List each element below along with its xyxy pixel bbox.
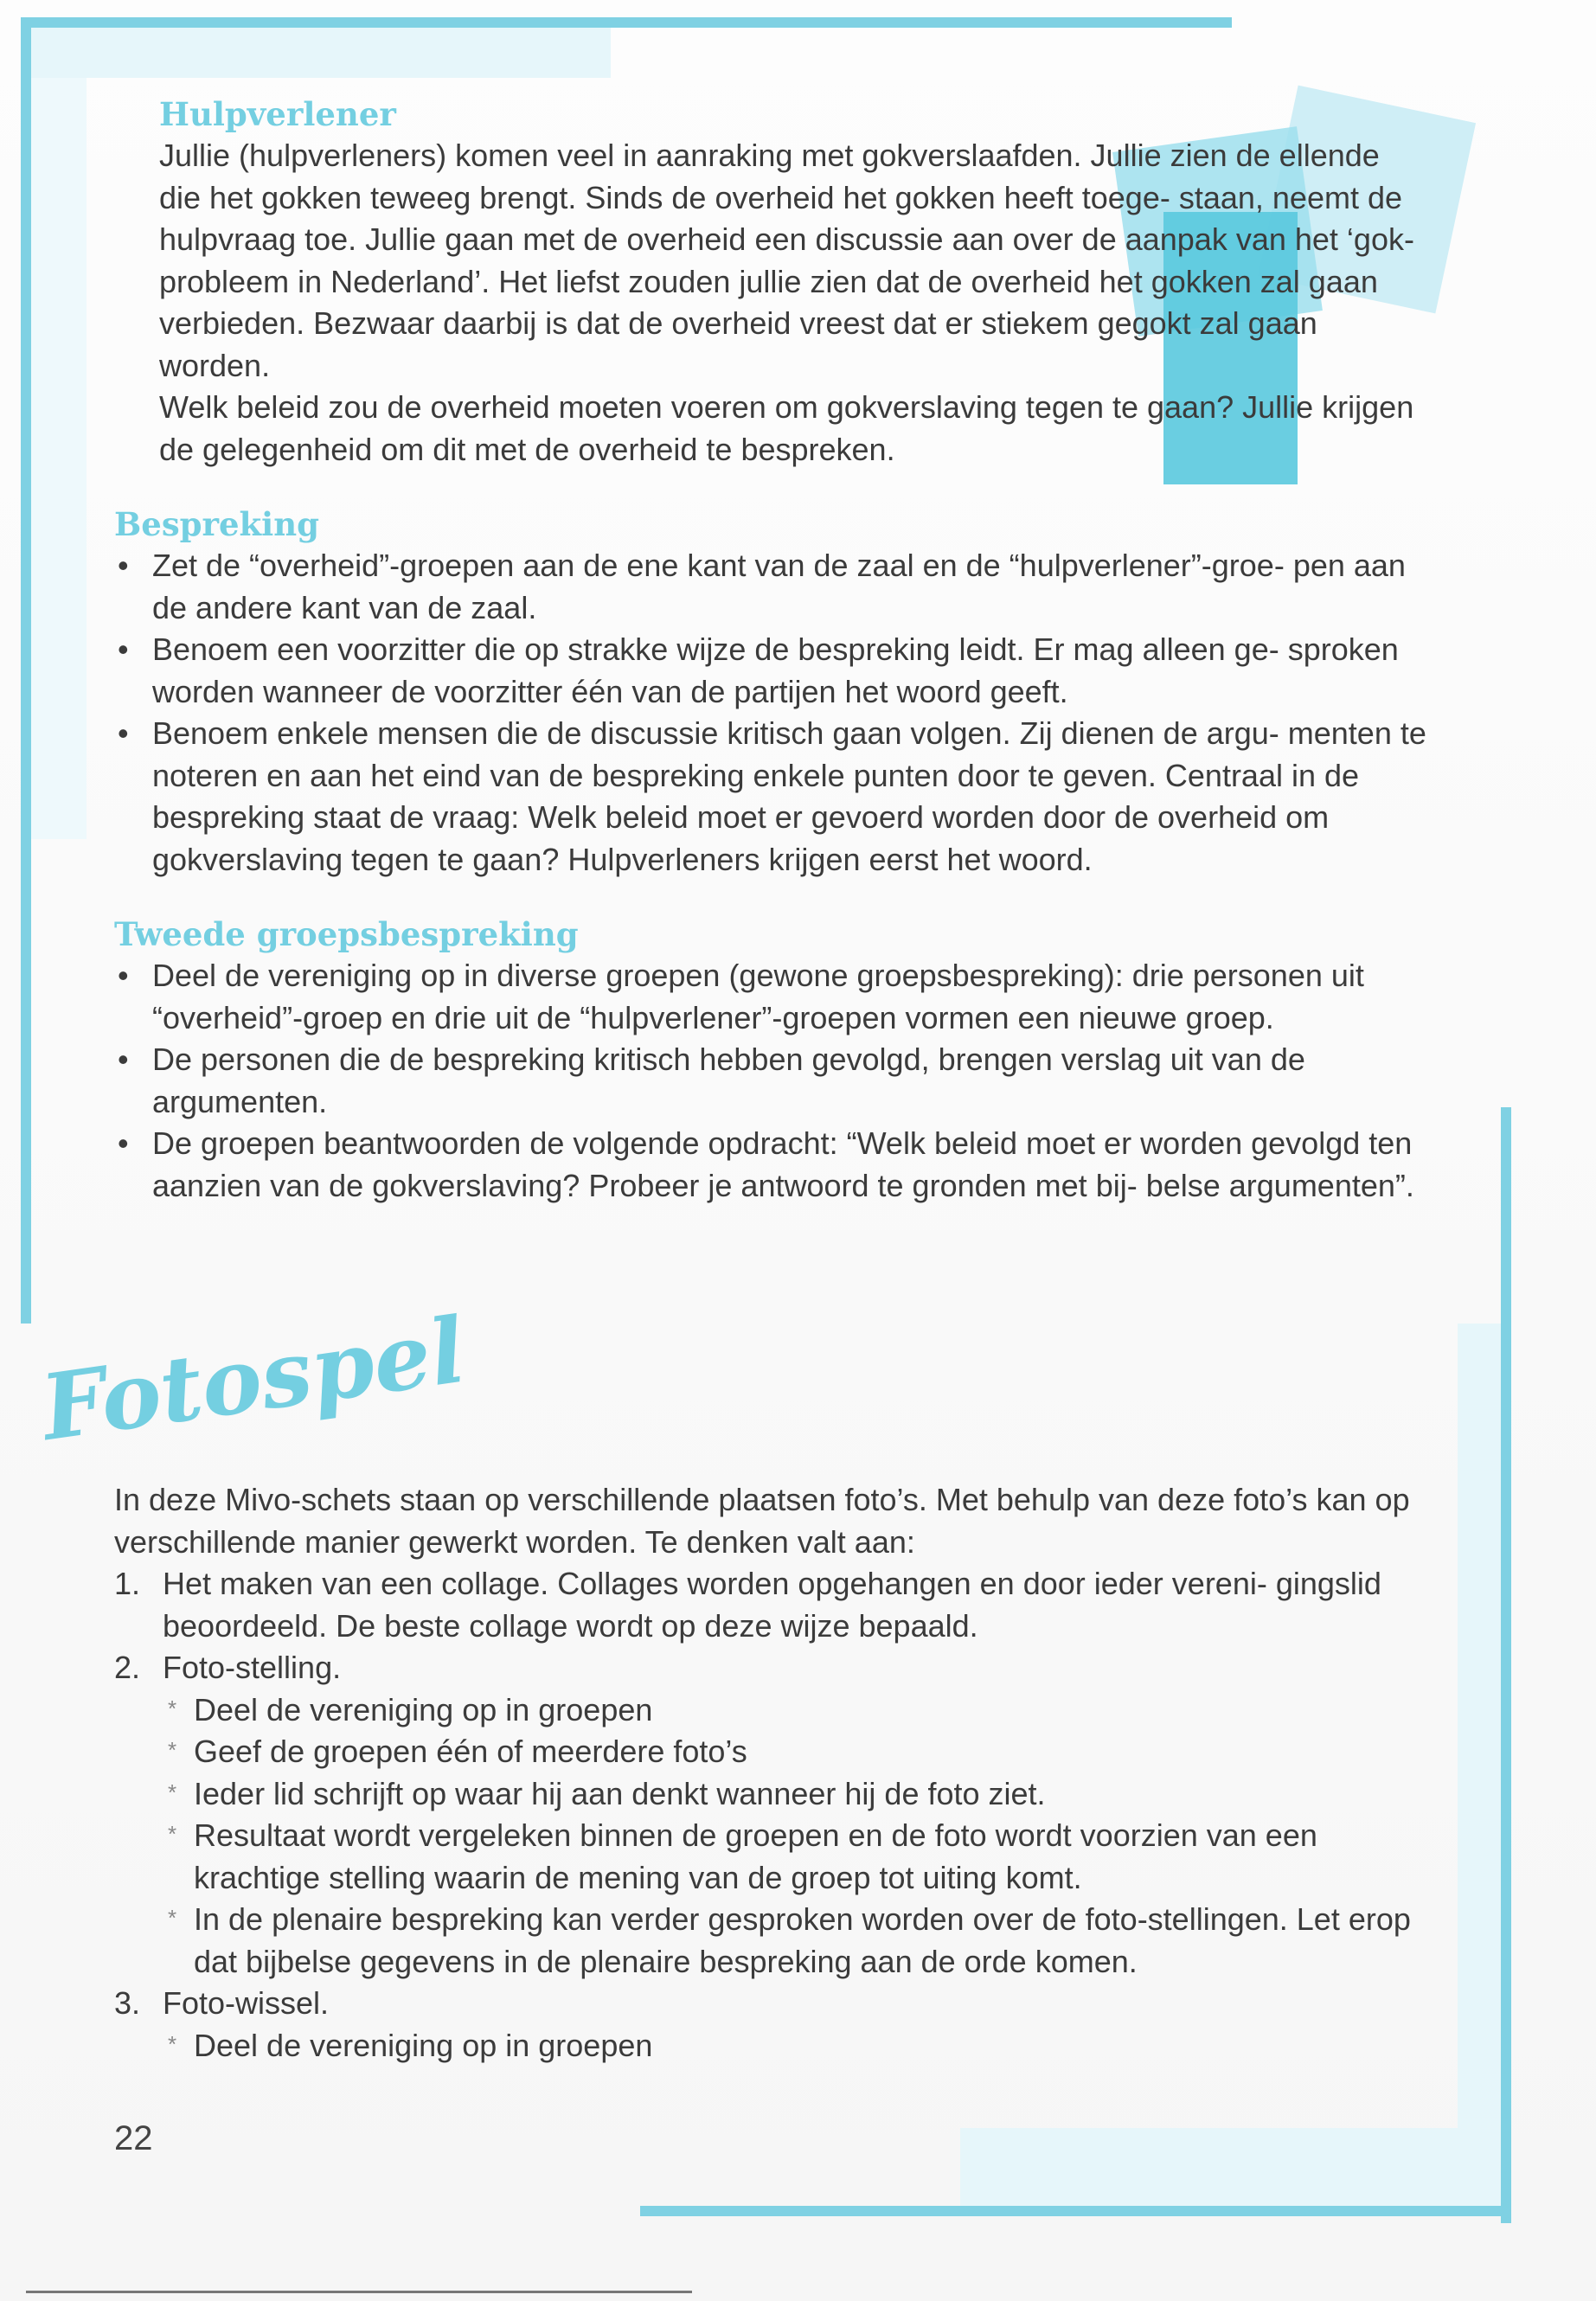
bullet-icon: • [118, 1125, 129, 1161]
bullet-icon: • [118, 1042, 129, 1077]
list-item: • De groepen beantwoorden de volgende opdracht: “Welk beleid moet er worden gevolgd ten aanzien van de gokverslaving? Probeer je antwoord te gronden met bij- belse argumenten”. [114, 1123, 1429, 1207]
decor-tint-right [1458, 1324, 1501, 2128]
decor-left-bar [21, 17, 31, 1324]
bullet-icon: • [118, 715, 129, 751]
asterisk-icon: * [168, 1905, 177, 1931]
page-number: 22 [114, 2119, 153, 2157]
bullet-icon: • [118, 958, 129, 993]
list-item [114, 1647, 1429, 1983]
list-item: * Ieder lid schrijft op waar hij aan denkt wanneer hij de foto ziet. [163, 1773, 1429, 1816]
heading-bespreking: Bespreking [114, 505, 320, 543]
list-item: • De personen die de bespreking kritisch hebben gevolgd, brengen verslag uit van de argumenten. [114, 1039, 1429, 1123]
step-text: Foto-stelling. [163, 1650, 342, 1685]
decor-tint-top [31, 28, 611, 78]
list-item: * Deel de vereniging op in groepen [163, 1689, 1429, 1732]
heading-tweede-groepsbespreking: Tweede groepsbespreking [114, 915, 579, 953]
list-item: * Geef de groepen één of meerdere foto’s [163, 1731, 1429, 1773]
hulpverlener-para-2: Welk beleid zou de overheid moeten voeren om gokverslaving tegen te gaan? Jullie krijgen de gelegenheid om dit met de overheid te bespreken. [159, 389, 1414, 467]
section-tweede-groepsbespreking [114, 913, 1429, 1207]
tweede-list [114, 955, 1429, 1207]
substep-list [163, 1689, 1429, 1984]
list-item: • Zet de “overheid”-groepen aan de ene kant van de zaal en de “hulpverlener”-groe- pen aan de andere kant van de zaal. [114, 545, 1429, 629]
decor-top-bar [21, 17, 1232, 28]
upper-column [114, 93, 1429, 1207]
section-bespreking [114, 503, 1429, 881]
asterisk-icon: * [168, 1737, 177, 1763]
list-item [114, 1983, 1429, 2067]
decor-right-bar [1501, 1107, 1511, 2223]
list-item: • Benoem enkele mensen die de discussie kritisch gaan volgen. Zij dienen de argu- menten te noteren en aan het eind van de bespreking enkele punten door te geven. Centraal in de bespreking staat de vraag: Welk beleid moet er gevoerd worden door de overheid om gokverslaving tegen te gaan? Hulpverleners krijgen eerst het woord. [114, 713, 1429, 881]
fotospel-steps [114, 1563, 1429, 2067]
list-item: • Benoem een voorzitter die op strakke wijze de bespreking leidt. Er mag alleen ge- sproken worden wanneer de voorzitter één van de partijen het woord geeft. [114, 629, 1429, 713]
decor-tint-left [31, 78, 87, 839]
step-number: 1. [114, 1566, 141, 1601]
step-number: 2. [114, 1650, 141, 1685]
decor-tint-bottom [960, 2128, 1501, 2206]
list-item: * Deel de vereniging op in groepen [163, 2025, 1429, 2067]
step-number: 3. [114, 1985, 141, 2021]
heading-hulpverlener: Hulpverlener [159, 95, 396, 133]
decor-bottom-rule [26, 2291, 692, 2293]
fotospel-logo-text: Fotospel [35, 1296, 471, 1462]
asterisk-icon: * [168, 1821, 177, 1847]
fotospel-column [114, 1479, 1429, 2067]
decor-bottom-bar [640, 2206, 1511, 2216]
list-item: * In de plenaire bespreking kan verder gesproken worden over de foto-stellingen. Let erop dat bijbelse gegevens in de plenaire bespreking aan de orde komen. [163, 1899, 1429, 1983]
asterisk-icon: * [168, 2030, 177, 2057]
list-item: * Resultaat wordt vergeleken binnen de groepen en de foto wordt voorzien van een krachtige stelling waarin de mening van de groep tot uiting komt. [163, 1815, 1429, 1899]
hulpverlener-para-1: Jullie (hulpverleners) komen veel in aanraking met gokverslaafden. Jullie zien de ellende die het gokken teweeg brengt. Sinds de overheid het gokken heeft toege- staan, neemt de hulpvraag toe. Jullie gaan met de overheid een discussie aan over de aanpak van het ‘gok-probleem in Nederland’. Het liefst zouden jullie zien dat de overheid het gokken zal gaan verbieden. Bezwaar daarbij is dat de overheid vreest dat er stiekem gegokt zal gaan worden. [159, 138, 1414, 383]
list-item: • Deel de vereniging op in diverse groepen (gewone groepsbespreking): drie personen uit “overheid”-groep en drie uit de “hulpverlener”-groepen vormen een nieuwe groep. [114, 955, 1429, 1039]
bullet-icon: • [118, 631, 129, 667]
asterisk-icon: * [168, 1695, 177, 1721]
asterisk-icon: * [168, 1779, 177, 1805]
list-item [114, 1563, 1429, 1647]
fotospel-logo [35, 1296, 471, 1471]
bespreking-list [114, 545, 1429, 881]
bullet-icon: • [118, 548, 129, 583]
section-hulpverlener [114, 93, 1429, 471]
step-text: Het maken van een collage. Collages worden opgehangen en door ieder vereni- gingslid beoordeeld. De beste collage wordt op deze wijze bepaald. [163, 1566, 1381, 1644]
substep-list [163, 2025, 1429, 2067]
fotospel-intro: In deze Mivo-schets staan op verschillende plaatsen foto’s. Met behulp van deze foto’s kan op verschillende manier gewerkt worden. Te denken valt aan: [114, 1482, 1410, 1560]
step-text: Foto-wissel. [163, 1985, 330, 2021]
